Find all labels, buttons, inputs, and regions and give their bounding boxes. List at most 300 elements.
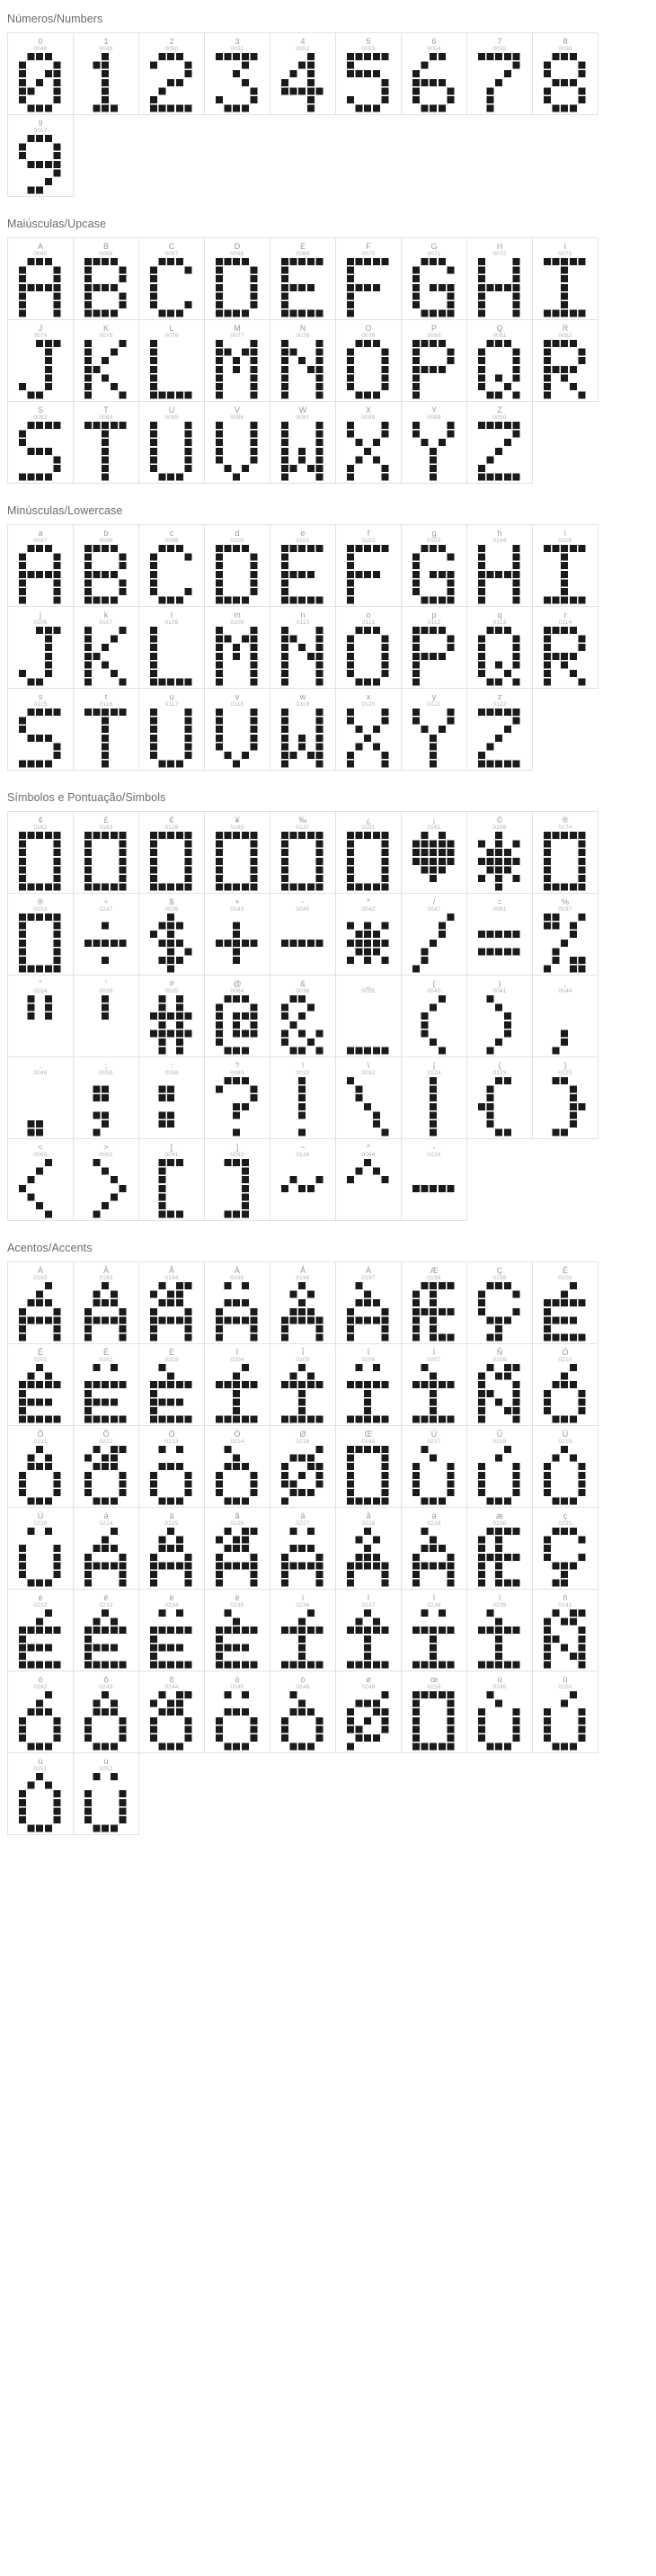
section-title: Maiúsculas/Upcase (7, 218, 107, 230)
glyph-cell[interactable] (270, 1261, 336, 1344)
glyph-cell[interactable] (401, 1507, 467, 1590)
glyph-char-label: ? (235, 1061, 240, 1070)
section-title: Minúsculas/Lowercase (7, 504, 123, 517)
glyph-char-code: 0238 (427, 1602, 441, 1609)
glyph-char-code: 0218 (492, 1439, 507, 1445)
glyph-cell[interactable] (73, 1671, 139, 1753)
glyph-char-code: 0092 (361, 1070, 376, 1076)
glyph-char-code: 0089 (427, 414, 441, 421)
glyph-cell[interactable] (270, 1589, 336, 1671)
glyph-bitmap (139, 1691, 204, 1752)
glyph-char-label: ) (498, 979, 501, 988)
glyph-bitmap (533, 995, 598, 1056)
glyph-bitmap (402, 1528, 466, 1589)
glyph-bitmap (336, 1159, 401, 1220)
glyph-cell[interactable] (466, 32, 533, 115)
glyph-char-code: 0075 (99, 333, 113, 339)
glyph-cell[interactable] (270, 1343, 336, 1426)
glyph-char-label: ì (498, 1593, 501, 1602)
glyph-bitmap (467, 1364, 532, 1425)
glyph-char-code: 0109 (230, 619, 244, 626)
glyph-section (0, 1229, 656, 1834)
glyph-bitmap (270, 1609, 335, 1671)
glyph-char-code: 0102 (361, 538, 376, 544)
glyph-cell[interactable] (466, 1425, 533, 1508)
glyph-cell[interactable] (73, 975, 139, 1057)
glyph-bitmap (8, 627, 73, 688)
glyph-bitmap (139, 1446, 204, 1507)
glyph-char-code: 0116 (99, 701, 113, 708)
glyph-cell[interactable] (466, 1261, 533, 1344)
glyph-char-code: 0095 (361, 988, 376, 994)
glyph-char-code: 0126 (296, 1152, 310, 1158)
glyph-bitmap (270, 914, 335, 975)
glyph-char-label: Æ (430, 1266, 439, 1275)
glyph-cell[interactable] (204, 975, 270, 1057)
glyph-cell[interactable] (466, 1507, 533, 1590)
glyph-bitmap (8, 995, 73, 1056)
glyph-cell[interactable] (204, 1589, 270, 1671)
glyph-cell[interactable] (138, 1425, 205, 1508)
glyph-char-code: 0099 (164, 538, 179, 544)
glyph-char-label: D (234, 242, 241, 251)
glyph-grid (0, 524, 642, 770)
glyph-cell[interactable] (138, 32, 205, 115)
glyph-char-label: R (562, 324, 569, 333)
glyph-cell[interactable] (335, 237, 402, 320)
glyph-char-code: 0169 (492, 824, 507, 831)
glyph-cell[interactable] (401, 319, 467, 402)
glyph-cell[interactable] (532, 1343, 598, 1426)
glyph-cell[interactable] (532, 237, 598, 320)
glyph-bitmap (139, 340, 204, 401)
glyph-cell[interactable] (270, 975, 336, 1057)
glyph-char-code: 0101 (296, 538, 310, 544)
glyph-bitmap (74, 258, 138, 319)
glyph-char-label: t (104, 692, 108, 701)
glyph-cell[interactable] (532, 524, 598, 607)
glyph-bitmap (336, 1077, 401, 1138)
glyph-cell[interactable] (466, 1589, 533, 1671)
glyph-cell[interactable] (7, 1261, 74, 1344)
glyph-char-label: s (38, 692, 43, 701)
glyph-char-label: I (563, 242, 567, 251)
glyph-cell[interactable] (73, 32, 139, 115)
glyph-cell[interactable] (138, 688, 205, 771)
glyph-char-label: ‰ (298, 816, 307, 824)
glyph-cell[interactable] (73, 319, 139, 402)
glyph-char-code: 0217 (427, 1439, 441, 1445)
glyph-cell[interactable] (270, 32, 336, 115)
glyph-cell[interactable] (401, 237, 467, 320)
glyph-bitmap (336, 1364, 401, 1425)
glyph-char-label: ï (432, 1593, 436, 1602)
glyph-cell[interactable] (7, 524, 74, 607)
glyph-cell[interactable] (335, 811, 402, 894)
glyph-char-label: K (102, 324, 109, 333)
glyph-cell[interactable] (270, 811, 336, 894)
glyph-cell[interactable] (73, 1589, 139, 1671)
glyph-cell[interactable] (7, 114, 74, 197)
glyph-bitmap (270, 1691, 335, 1752)
glyph-char-code: 0233 (99, 1602, 113, 1609)
glyph-char-label: B (102, 242, 109, 251)
glyph-char-code: 0041 (492, 988, 507, 994)
glyph-cell[interactable] (7, 1589, 74, 1671)
glyph-bitmap (270, 1364, 335, 1425)
glyph-cell[interactable] (73, 1752, 139, 1835)
glyph-bitmap (139, 709, 204, 770)
glyph-cell[interactable] (401, 688, 467, 771)
glyph-cell[interactable] (466, 811, 533, 894)
glyph-cell[interactable] (7, 319, 74, 402)
glyph-cell[interactable] (7, 1343, 74, 1426)
glyph-cell[interactable] (532, 1671, 598, 1753)
glyph-cell[interactable] (7, 237, 74, 320)
glyph-cell[interactable] (7, 1671, 74, 1753)
glyph-bitmap (467, 1282, 532, 1343)
glyph-bitmap (467, 914, 532, 975)
glyph-cell[interactable] (204, 1671, 270, 1753)
glyph-cell[interactable] (466, 606, 533, 689)
glyph-cell[interactable] (204, 1138, 270, 1221)
glyph-bitmap (139, 627, 204, 688)
glyph-cell[interactable] (7, 1056, 74, 1139)
glyph-cell[interactable] (7, 893, 74, 976)
glyph-cell[interactable] (204, 237, 270, 320)
glyph-bitmap (205, 1364, 270, 1425)
glyph-bitmap (8, 1528, 73, 1589)
glyph-cell[interactable] (532, 975, 598, 1057)
glyph-cell[interactable] (401, 1589, 467, 1671)
glyph-cell[interactable] (138, 893, 205, 976)
glyph-cell[interactable] (532, 1425, 598, 1508)
glyph-bitmap (402, 53, 466, 114)
glyph-bitmap (139, 1364, 204, 1425)
glyph-cell[interactable] (138, 1589, 205, 1671)
glyph-cell[interactable] (7, 1507, 74, 1590)
glyph-cell[interactable] (401, 1138, 467, 1221)
glyph-cell[interactable] (532, 1056, 598, 1139)
glyph-cell[interactable] (138, 1056, 205, 1139)
glyph-bitmap (533, 914, 598, 975)
glyph-char-code: 0042 (361, 906, 376, 913)
glyph-char-code: 0054 (427, 46, 441, 52)
glyph-char-label: W (298, 406, 307, 414)
glyph-cell[interactable] (335, 1261, 402, 1344)
glyph-cell[interactable] (73, 1425, 139, 1508)
glyph-cell[interactable] (204, 1507, 270, 1590)
glyph-bitmap (270, 258, 335, 319)
glyph-cell[interactable] (7, 1425, 74, 1508)
glyph-cell[interactable] (73, 401, 139, 484)
glyph-cell[interactable] (466, 1671, 533, 1753)
glyph-char-label: . (39, 1061, 42, 1070)
glyph-cell[interactable] (335, 32, 402, 115)
glyph-cell[interactable] (270, 1671, 336, 1753)
glyph-cell[interactable] (466, 401, 533, 484)
glyph-char-label: ; (104, 1061, 108, 1070)
glyph-cell[interactable] (138, 1261, 205, 1344)
glyph-bitmap (533, 53, 598, 114)
glyph-cell[interactable] (335, 893, 402, 976)
glyph-char-code: 0232 (33, 1602, 48, 1609)
glyph-bitmap (8, 258, 73, 319)
glyph-cell[interactable] (73, 893, 139, 976)
glyph-cell[interactable] (335, 1671, 402, 1753)
glyph-char-code: 0212 (99, 1439, 113, 1445)
glyph-cell[interactable] (335, 1507, 402, 1590)
glyph-cell[interactable] (335, 401, 402, 484)
glyph-char-code: 0140 (361, 1439, 376, 1445)
glyph-cell[interactable] (138, 237, 205, 320)
glyph-bitmap (336, 422, 401, 483)
glyph-cell[interactable] (138, 319, 205, 402)
glyph-char-code: 0085 (164, 414, 179, 421)
glyph-char-label: õ (169, 1675, 174, 1684)
glyph-bitmap (402, 545, 466, 606)
glyph-cell[interactable] (7, 401, 74, 484)
glyph-cell[interactable] (466, 237, 533, 320)
glyph-cell[interactable] (401, 811, 467, 894)
glyph-char-label: U (168, 406, 175, 414)
glyph-cell[interactable] (204, 401, 270, 484)
glyph-cell[interactable] (204, 811, 270, 894)
glyph-cell[interactable] (270, 893, 336, 976)
glyph-cell[interactable] (73, 1138, 139, 1221)
glyph-cell[interactable] (138, 606, 205, 689)
glyph-cell[interactable] (7, 811, 74, 894)
glyph-char-code: 0066 (99, 251, 113, 257)
glyph-bitmap (205, 1077, 270, 1138)
glyph-cell[interactable] (138, 1507, 205, 1590)
glyph-char-code: 0069 (296, 251, 310, 257)
glyph-char-code: 0248 (361, 1684, 376, 1690)
glyph-cell[interactable] (466, 688, 533, 771)
glyph-cell[interactable] (335, 1589, 402, 1671)
glyph-cell[interactable] (204, 319, 270, 402)
glyph-cell[interactable] (335, 1138, 402, 1221)
glyph-cell[interactable] (401, 975, 467, 1057)
glyph-cell[interactable] (270, 1425, 336, 1508)
glyph-cell[interactable] (7, 1752, 74, 1835)
glyph-char-code: 0219 (558, 1439, 572, 1445)
glyph-cell[interactable] (73, 688, 139, 771)
glyph-cell[interactable] (335, 975, 402, 1057)
glyph-bitmap (205, 995, 270, 1056)
glyph-bitmap (533, 1528, 598, 1589)
glyph-char-label: 3 (235, 37, 240, 46)
glyph-bitmap (8, 340, 73, 401)
glyph-char-code: 0201 (33, 1357, 48, 1363)
glyph-cell[interactable] (401, 1261, 467, 1344)
glyph-cell[interactable] (270, 401, 336, 484)
glyph-cell[interactable] (401, 1343, 467, 1426)
glyph-char-label: ~ (300, 1143, 306, 1152)
glyph-bitmap (205, 53, 270, 114)
glyph-char-code: 0074 (33, 333, 48, 339)
glyph-cell[interactable] (7, 975, 74, 1057)
glyph-cell[interactable] (270, 524, 336, 607)
glyph-bitmap (205, 1691, 270, 1752)
glyph-char-label: + (235, 897, 240, 906)
glyph-cell[interactable] (401, 606, 467, 689)
glyph-char-code: 0068 (230, 251, 244, 257)
glyph-char-code: 0165 (230, 824, 244, 831)
glyph-cell[interactable] (138, 975, 205, 1057)
glyph-char-label: i (564, 529, 566, 538)
glyph-grid (0, 1261, 642, 1834)
glyph-cell[interactable] (204, 1343, 270, 1426)
glyph-char-label: a (38, 529, 43, 538)
glyph-char-label: ê (103, 1593, 109, 1602)
glyph-cell[interactable] (204, 1056, 270, 1139)
glyph-cell[interactable] (532, 1261, 598, 1344)
glyph-cell[interactable] (73, 237, 139, 320)
glyph-char-code: 0199 (492, 1275, 507, 1281)
glyph-char-code: 0204 (230, 1357, 244, 1363)
glyph-char-code: 0079 (361, 333, 376, 339)
glyph-cell[interactable] (73, 1261, 139, 1344)
glyph-bitmap (270, 340, 335, 401)
glyph-cell[interactable] (7, 688, 74, 771)
glyph-cell[interactable] (204, 1261, 270, 1344)
glyph-bitmap (336, 1528, 401, 1589)
glyph-cell[interactable] (204, 893, 270, 976)
glyph-cell[interactable] (401, 1671, 467, 1753)
glyph-cell[interactable] (532, 606, 598, 689)
glyph-bitmap (402, 422, 466, 483)
glyph-cell[interactable] (401, 32, 467, 115)
glyph-bitmap (402, 1446, 466, 1507)
glyph-cell[interactable] (138, 1343, 205, 1426)
glyph-cell[interactable] (270, 1507, 336, 1590)
glyph-cell[interactable] (270, 606, 336, 689)
glyph-cell[interactable] (270, 237, 336, 320)
glyph-char-label: 0 (38, 37, 43, 46)
glyph-char-label: h (497, 529, 502, 538)
glyph-cell[interactable] (532, 319, 598, 402)
glyph-cell[interactable] (73, 606, 139, 689)
glyph-cell[interactable] (532, 811, 598, 894)
glyph-char-label: < (38, 1143, 43, 1152)
glyph-char-label: À (365, 1266, 371, 1275)
glyph-cell[interactable] (138, 1671, 205, 1753)
glyph-cell[interactable] (466, 319, 533, 402)
glyph-cell[interactable] (7, 1138, 74, 1221)
glyph-char-label: Ã (168, 1266, 174, 1275)
glyph-char-label: g (431, 529, 437, 538)
glyph-char-code: 0097 (33, 538, 48, 544)
glyph-cell[interactable] (204, 606, 270, 689)
glyph-char-label: ù (103, 1757, 109, 1766)
glyph-cell[interactable] (73, 1056, 139, 1139)
glyph-cell[interactable] (532, 1507, 598, 1590)
glyph-cell[interactable] (73, 1507, 139, 1590)
glyph-bitmap (8, 1077, 73, 1138)
glyph-cell[interactable] (270, 688, 336, 771)
glyph-char-label: q (497, 611, 502, 619)
glyph-cell[interactable] (7, 606, 74, 689)
glyph-char-label: Y (430, 406, 437, 414)
glyph-cell[interactable] (270, 1056, 336, 1139)
glyph-char-label: n (300, 611, 306, 619)
glyph-char-label: ¿ (366, 816, 371, 824)
glyph-char-label: ÷ (103, 897, 109, 906)
glyph-grid (0, 237, 642, 483)
glyph-cell[interactable] (138, 524, 205, 607)
glyph-cell[interactable] (204, 688, 270, 771)
glyph-cell[interactable] (335, 688, 402, 771)
glyph-cell[interactable] (466, 893, 533, 976)
glyph-bitmap (533, 340, 598, 401)
glyph-cell[interactable] (401, 1056, 467, 1139)
glyph-char-code: 0049 (99, 46, 113, 52)
glyph-cell[interactable] (138, 401, 205, 484)
glyph-char-code: 0162 (33, 824, 48, 831)
glyph-char-code: 0216 (296, 1439, 310, 1445)
glyph-bitmap (74, 1691, 138, 1752)
glyph-cell[interactable] (7, 32, 74, 115)
glyph-char-code: 0137 (296, 824, 310, 831)
glyph-cell[interactable] (138, 1138, 205, 1221)
glyph-char-code: 0036 (164, 906, 179, 913)
glyph-char-label: ä (300, 1511, 306, 1520)
glyph-char-code: 0080 (427, 333, 441, 339)
glyph-cell[interactable] (270, 1138, 336, 1221)
glyph-cell[interactable] (466, 975, 533, 1057)
glyph-cell[interactable] (204, 1425, 270, 1508)
glyph-bitmap (336, 832, 401, 893)
glyph-bitmap (74, 627, 138, 688)
glyph-cell[interactable] (335, 606, 402, 689)
glyph-cell[interactable] (335, 524, 402, 607)
glyph-char-label: r (563, 611, 567, 619)
glyph-cell[interactable] (335, 1343, 402, 1426)
glyph-cell[interactable] (270, 319, 336, 402)
glyph-char-code: 0128 (164, 824, 179, 831)
glyph-cell[interactable] (401, 524, 467, 607)
glyph-cell[interactable] (401, 1425, 467, 1508)
glyph-bitmap (139, 995, 204, 1056)
glyph-cell[interactable] (532, 1589, 598, 1671)
glyph-cell[interactable] (73, 811, 139, 894)
glyph-cell[interactable] (335, 1056, 402, 1139)
glyph-bitmap (402, 340, 466, 401)
glyph-cell[interactable] (401, 401, 467, 484)
glyph-cell[interactable] (532, 32, 598, 115)
glyph-char-code: 0059 (99, 1070, 113, 1076)
glyph-char-code: 0062 (99, 1152, 113, 1158)
glyph-cell[interactable] (466, 1056, 533, 1139)
glyph-cell[interactable] (401, 893, 467, 976)
glyph-cell[interactable] (466, 1343, 533, 1426)
glyph-bitmap (139, 832, 204, 893)
glyph-cell[interactable] (204, 524, 270, 607)
glyph-cell[interactable] (138, 811, 205, 894)
glyph-bitmap (402, 258, 466, 319)
glyph-cell[interactable] (204, 32, 270, 115)
glyph-cell[interactable] (335, 1425, 402, 1508)
glyph-cell[interactable] (532, 893, 598, 976)
glyph-cell[interactable] (73, 1343, 139, 1426)
glyph-bitmap (74, 832, 138, 893)
glyph-cell[interactable] (466, 524, 533, 607)
glyph-cell[interactable] (73, 524, 139, 607)
glyph-bitmap (336, 1609, 401, 1671)
glyph-bitmap (270, 1528, 335, 1589)
glyph-cell[interactable] (335, 319, 402, 402)
